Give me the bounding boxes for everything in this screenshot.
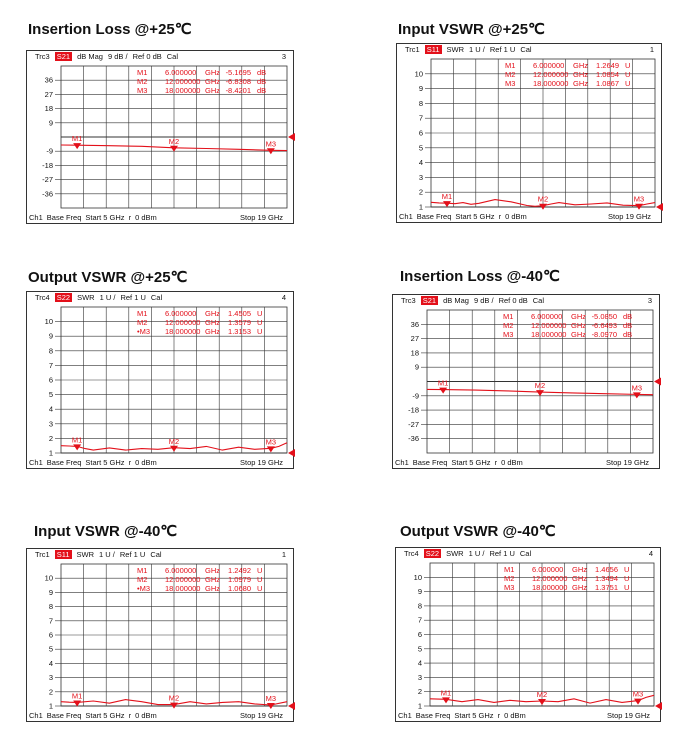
chart-title: Output VSWR @+25℃	[28, 269, 188, 286]
y-tick-label: 4	[418, 158, 423, 168]
trace-param: S22	[56, 293, 71, 302]
start-freq: Start 5 GHz	[455, 212, 495, 221]
r-flag: r	[498, 212, 502, 221]
y-tick-label: 10	[414, 69, 423, 79]
analyzer-window	[395, 547, 661, 722]
marker-readout-cell: 1.4505	[228, 309, 251, 318]
marker-readout-cell: 6.000000	[165, 68, 197, 77]
trace-ref: Ref 1 U	[120, 293, 146, 302]
marker-readout-cell: 18.000000	[165, 584, 201, 593]
marker-readout-cell: GHz	[571, 312, 586, 321]
marker-readout-cell: 1.0867	[596, 79, 619, 88]
marker-label: M3	[265, 437, 277, 447]
y-tick-label: 5	[48, 644, 53, 654]
marker-readout-cell: 12.000000	[165, 77, 201, 86]
trace-ref: Ref 1 U	[489, 549, 515, 558]
marker-readout-cell: GHz	[573, 70, 588, 79]
channel-footer	[29, 457, 287, 468]
marker-label: M2	[168, 693, 180, 703]
y-tick-label: -36	[408, 434, 419, 444]
y-tick-label: 36	[44, 75, 53, 85]
marker-readout-cell: GHz	[205, 566, 220, 575]
y-tick-label: 8	[48, 602, 53, 612]
marker-readout-cell: -8.0970	[591, 330, 617, 339]
marker-readout-cell: U	[257, 566, 263, 575]
y-tick-label: 8	[48, 346, 53, 356]
cal-label: Cal	[150, 293, 163, 302]
marker-triangle	[442, 697, 450, 703]
marker-triangle	[633, 392, 641, 398]
marker-readout-cell: 1.0979	[228, 575, 251, 584]
y-tick-label: 8	[418, 98, 423, 108]
y-tick-label: 2	[48, 433, 53, 443]
analyzer-window	[26, 291, 294, 469]
marker-readout-cell: U	[625, 79, 631, 88]
marker-readout-cell: GHz	[572, 583, 587, 592]
channel-label: Ch1	[29, 711, 43, 720]
marker-readout-cell: GHz	[205, 327, 220, 336]
marker-readout-cell: GHz	[573, 79, 588, 88]
marker-triangle	[536, 390, 544, 396]
marker-label: M1	[437, 378, 449, 388]
power-level: 0 dBm	[501, 458, 523, 467]
marker-readout-cell: GHz	[573, 61, 588, 70]
marker-readout-cell: -5.0850	[591, 312, 617, 321]
marker-label: M2	[168, 436, 180, 446]
marker-readout-cell: •M3	[137, 327, 151, 336]
channel-footer	[395, 457, 653, 468]
y-tick-label: 1	[48, 701, 53, 711]
channel-footer	[29, 710, 287, 721]
marker-readout-cell: 18.000000	[531, 330, 567, 339]
analyzer-window	[392, 294, 660, 469]
trace-header	[35, 549, 285, 561]
marker-readout-cell: M1	[505, 61, 516, 70]
marker-label: M3	[265, 139, 277, 149]
r-flag: r	[128, 213, 132, 222]
channel-number: 1	[281, 550, 286, 559]
marker-readout-cell: M3	[504, 583, 515, 592]
r-flag: r	[497, 711, 501, 720]
marker-readout-cell: M3	[505, 79, 516, 88]
marker-readout-cell: 6.000000	[532, 565, 564, 574]
marker-label: M3	[631, 383, 643, 393]
reference-arrow	[288, 449, 295, 457]
marker-readout-cell: -8.4201	[225, 86, 251, 95]
trace-ref: Ref 1 U	[119, 550, 146, 559]
marker-readout-cell: U	[624, 574, 630, 583]
y-tick-label: 3	[48, 673, 53, 683]
base-freq-label: Base Freq	[46, 213, 82, 222]
marker-readout-cell: -6.6493	[591, 321, 617, 330]
marker-readout-cell: M2	[503, 321, 514, 330]
marker-readout-cell: 12.000000	[165, 575, 201, 584]
trace-format: SWR	[77, 293, 95, 302]
stop-freq: Stop 19 GHz	[607, 711, 650, 720]
cal-label: Cal	[520, 45, 532, 54]
r-flag: r	[494, 458, 498, 467]
marker-readout-cell: 18.000000	[165, 86, 201, 95]
marker-readout-cell: GHz	[205, 309, 220, 318]
marker-readout-cell: 6.000000	[533, 61, 565, 70]
y-tick-label: 10	[413, 572, 422, 582]
trace-scale: 1 U /	[468, 549, 485, 558]
trace-id: Trc1	[35, 550, 50, 559]
marker-label: M3	[632, 689, 644, 699]
marker-label: M1	[71, 134, 83, 144]
power-level: 0 dBm	[504, 711, 526, 720]
marker-readout-cell: 1.2492	[228, 566, 251, 575]
marker-readout-cell: M1	[504, 565, 515, 574]
marker-label: M3	[633, 194, 645, 204]
marker-triangle	[73, 143, 81, 149]
y-tick-label: 9	[48, 331, 53, 341]
channel-label: Ch1	[29, 458, 43, 467]
y-tick-label: 7	[418, 113, 423, 123]
marker-readout-cell: GHz	[205, 77, 220, 86]
trace-ref: Ref 0 dB	[132, 52, 162, 61]
stop-freq: Stop 19 GHz	[240, 711, 283, 720]
marker-readout-cell: 18.000000	[165, 327, 201, 336]
power-level: 0 dBm	[135, 711, 157, 720]
stop-freq: Stop 19 GHz	[608, 212, 651, 221]
trace-id: Trc1	[405, 45, 420, 54]
plot-area	[400, 563, 654, 710]
cal-label: Cal	[150, 550, 162, 559]
y-tick-label: 7	[48, 616, 53, 626]
cal-label: Cal	[166, 52, 179, 61]
y-tick-label: 4	[48, 658, 53, 668]
marker-readout-cell: M1	[137, 566, 148, 575]
channel-label: Ch1	[395, 458, 409, 467]
marker-readout-cell: M3	[137, 86, 148, 95]
trace-format: dB Mag	[77, 52, 103, 61]
marker-readout-cell: 12.000000	[533, 70, 569, 79]
plot-area	[401, 59, 655, 211]
chart-title: Input VSWR @-40℃	[34, 523, 178, 540]
channel-label: Ch1	[29, 213, 43, 222]
marker-readout-cell: M2	[505, 70, 516, 79]
cal-label: Cal	[519, 549, 532, 558]
chart-title: Insertion Loss @-40℃	[400, 268, 560, 285]
y-tick-label: -36	[42, 189, 53, 199]
trace-scale: 9 dB /	[473, 296, 494, 305]
y-tick-label: 10	[44, 573, 53, 583]
plot-area	[31, 564, 287, 710]
trace-format: SWR	[446, 45, 465, 54]
y-tick-label: 5	[48, 390, 53, 400]
trace-id: Trc4	[404, 549, 419, 558]
marker-readout-cell: GHz	[205, 86, 220, 95]
marker-label: M2	[168, 136, 180, 146]
marker-triangle	[170, 446, 178, 452]
y-tick-label: 2	[48, 687, 53, 697]
trace-ref: Ref 0 dB	[498, 296, 528, 305]
start-freq: Start 5 GHz	[85, 213, 125, 222]
trace-param: S11	[56, 550, 70, 559]
y-tick-label: 9	[417, 587, 422, 597]
base-freq-label: Base Freq	[416, 212, 452, 221]
y-tick-label: 36	[410, 319, 419, 329]
reference-arrow	[655, 702, 662, 710]
marker-readout-cell: M3	[503, 330, 514, 339]
analyzer-window	[26, 548, 294, 722]
y-tick-label: 9	[418, 84, 423, 94]
marker-readout-cell: •M3	[137, 584, 151, 593]
trace-format: SWR	[446, 549, 464, 558]
trace-scale: 1 U /	[99, 550, 115, 559]
y-tick-label: 5	[417, 644, 422, 654]
y-tick-label: 9	[48, 118, 53, 128]
y-tick-label: 3	[417, 672, 422, 682]
reference-arrow	[288, 702, 295, 710]
marker-label: M2	[536, 690, 548, 700]
channel-number: 4	[281, 293, 286, 302]
trace-scale: 1 U /	[469, 45, 485, 54]
trace-id: Trc3	[401, 296, 416, 305]
marker-readout-cell: GHz	[572, 565, 587, 574]
marker-readout-cell: M1	[137, 309, 148, 318]
marker-readout-cell: 1.3494	[595, 574, 618, 583]
y-tick-label: 18	[44, 104, 53, 114]
y-tick-label: 3	[418, 172, 423, 182]
marker-readout-cell: dB	[257, 77, 267, 86]
marker-readout-cell: U	[257, 575, 263, 584]
marker-readout-cell: GHz	[205, 68, 220, 77]
chart-title: Insertion Loss @+25℃	[28, 21, 192, 38]
y-tick-label: -9	[412, 391, 419, 401]
marker-readout-cell: dB	[623, 330, 633, 339]
power-level: 0 dBm	[135, 458, 157, 467]
trace-param: S11	[426, 45, 440, 54]
marker-readout-cell: dB	[257, 86, 267, 95]
y-tick-label: -27	[408, 419, 419, 429]
marker-readout-cell: U	[624, 565, 630, 574]
y-tick-label: 6	[418, 128, 423, 138]
channel-number: 3	[281, 52, 286, 61]
marker-readout-cell: U	[257, 309, 263, 318]
marker-readout-cell: -6.8308	[225, 77, 251, 86]
reference-arrow	[288, 133, 295, 141]
channel-number: 4	[648, 549, 653, 558]
marker-readout-cell: 1.3153	[228, 327, 251, 336]
power-level: 0 dBm	[505, 212, 527, 221]
y-tick-label: 9	[48, 587, 53, 597]
trace-id: Trc3	[35, 52, 50, 61]
marker-readout-cell: dB	[623, 312, 633, 321]
trace-header	[401, 295, 651, 307]
trace-header	[35, 292, 285, 304]
trace-format: dB Mag	[443, 296, 469, 305]
y-tick-label: 18	[410, 348, 419, 358]
marker-triangle	[634, 699, 642, 705]
y-tick-label: 27	[410, 334, 419, 344]
y-tick-label: -27	[42, 175, 53, 185]
y-tick-label: 6	[48, 375, 53, 385]
marker-readout-cell: 1.3579	[228, 318, 251, 327]
y-tick-label: 27	[44, 89, 53, 99]
marker-readout-cell: U	[625, 61, 631, 70]
marker-readout-cell: dB	[257, 68, 267, 77]
marker-readout-cell: 1.3751	[595, 583, 618, 592]
channel-footer	[399, 211, 655, 222]
plot-area	[31, 66, 287, 212]
marker-readout-cell: 1.0680	[228, 584, 251, 593]
marker-readout-cell: 12.000000	[165, 318, 201, 327]
trace-header	[405, 44, 653, 56]
channel-label: Ch1	[398, 711, 412, 720]
marker-readout-cell: U	[625, 70, 631, 79]
trace-param: S21	[422, 296, 437, 305]
power-level: 0 dBm	[135, 213, 157, 222]
start-freq: Start 5 GHz	[454, 711, 494, 720]
y-tick-label: 5	[418, 143, 423, 153]
marker-readout-cell: GHz	[205, 318, 220, 327]
marker-readout-cell: U	[257, 318, 263, 327]
stop-freq: Stop 19 GHz	[240, 213, 283, 222]
y-tick-label: 6	[48, 630, 53, 640]
marker-readout-cell: GHz	[571, 330, 586, 339]
marker-readout-cell: GHz	[572, 574, 587, 583]
trace-scale: 1 U /	[99, 293, 116, 302]
r-flag: r	[128, 711, 132, 720]
channel-label: Ch1	[399, 212, 413, 221]
trace-header	[404, 548, 652, 560]
base-freq-label: Base Freq	[46, 711, 82, 720]
marker-readout-cell: GHz	[571, 321, 586, 330]
marker-triangle	[267, 446, 275, 452]
marker-label: M2	[537, 194, 549, 204]
base-freq-label: Base Freq	[415, 711, 451, 720]
marker-readout-cell: M2	[137, 77, 148, 86]
y-tick-label: -18	[408, 405, 419, 415]
plot-area	[31, 307, 287, 457]
y-tick-label: 7	[48, 360, 53, 370]
channel-number: 1	[649, 45, 654, 54]
y-tick-label: 4	[417, 658, 422, 668]
marker-readout-cell: U	[257, 327, 263, 336]
y-tick-label: 7	[417, 615, 422, 625]
r-flag: r	[128, 458, 132, 467]
marker-readout-cell: 18.000000	[533, 79, 569, 88]
marker-label: M1	[441, 192, 453, 202]
chart-title: Input VSWR @+25℃	[398, 21, 545, 38]
marker-readout-cell: 12.000000	[531, 321, 567, 330]
trace-header	[35, 51, 285, 63]
y-tick-label: 4	[48, 404, 53, 414]
marker-readout-cell: M1	[503, 312, 514, 321]
marker-readout-cell: 6.000000	[531, 312, 563, 321]
y-tick-label: -9	[46, 146, 53, 156]
trace-id: Trc4	[35, 293, 50, 302]
marker-readout-cell: U	[257, 584, 263, 593]
start-freq: Start 5 GHz	[85, 711, 125, 720]
y-tick-label: 8	[417, 601, 422, 611]
marker-triangle	[439, 388, 447, 394]
cal-label: Cal	[532, 296, 545, 305]
y-tick-label: 10	[44, 317, 53, 327]
marker-readout-cell: dB	[623, 321, 633, 330]
marker-triangle	[443, 201, 451, 207]
plot-area	[397, 310, 653, 457]
y-tick-label: -18	[42, 160, 53, 170]
marker-label: M2	[534, 381, 546, 391]
channel-footer	[29, 212, 287, 223]
y-tick-label: 1	[418, 202, 423, 212]
analyzer-window	[396, 43, 662, 223]
y-tick-label: 1	[417, 701, 422, 711]
marker-readout-cell: GHz	[205, 584, 220, 593]
reference-arrow	[656, 203, 663, 211]
stop-freq: Stop 19 GHz	[606, 458, 649, 467]
marker-readout-cell: M2	[137, 575, 148, 584]
marker-label: M1	[71, 691, 83, 701]
marker-readout-cell: 6.000000	[165, 566, 197, 575]
y-tick-label: 2	[417, 687, 422, 697]
trace-format: SWR	[76, 550, 95, 559]
marker-label: M1	[440, 688, 452, 698]
marker-readout-cell: 6.000000	[165, 309, 197, 318]
marker-readout-cell: M2	[504, 574, 515, 583]
start-freq: Start 5 GHz	[451, 458, 491, 467]
channel-number: 3	[647, 296, 652, 305]
marker-readout-cell: 1.4656	[595, 565, 618, 574]
marker-label: M3	[265, 694, 277, 704]
start-freq: Start 5 GHz	[85, 458, 125, 467]
y-tick-label: 9	[414, 362, 419, 372]
marker-readout-cell: M1	[137, 68, 148, 77]
marker-triangle	[170, 146, 178, 152]
marker-readout-cell: 1.2649	[596, 61, 619, 70]
reference-arrow	[654, 378, 661, 386]
marker-readout-cell: 18.000000	[532, 583, 568, 592]
channel-footer	[398, 710, 654, 721]
y-tick-label: 6	[417, 630, 422, 639]
marker-readout-cell: 12.000000	[532, 574, 568, 583]
y-tick-label: 1	[48, 448, 53, 458]
marker-triangle	[538, 699, 546, 705]
marker-readout-cell: 1.0854	[596, 70, 619, 79]
marker-readout-cell: U	[624, 583, 630, 592]
base-freq-label: Base Freq	[412, 458, 448, 467]
chart-title: Output VSWR @-40℃	[400, 523, 556, 540]
marker-readout-cell: M2	[137, 318, 148, 327]
y-tick-label: 3	[48, 419, 53, 429]
analyzer-window	[26, 50, 294, 224]
trace-param: S21	[56, 52, 71, 61]
y-tick-label: 2	[418, 187, 423, 197]
base-freq-label: Base Freq	[46, 458, 82, 467]
marker-label: M1	[71, 435, 83, 445]
marker-readout-cell: GHz	[205, 575, 220, 584]
trace-param: S22	[425, 549, 440, 558]
marker-readout-cell: -5.1695	[225, 68, 251, 77]
trace-ref: Ref 1 U	[489, 45, 516, 54]
trace-scale: 9 dB /	[107, 52, 128, 61]
stop-freq: Stop 19 GHz	[240, 458, 283, 467]
